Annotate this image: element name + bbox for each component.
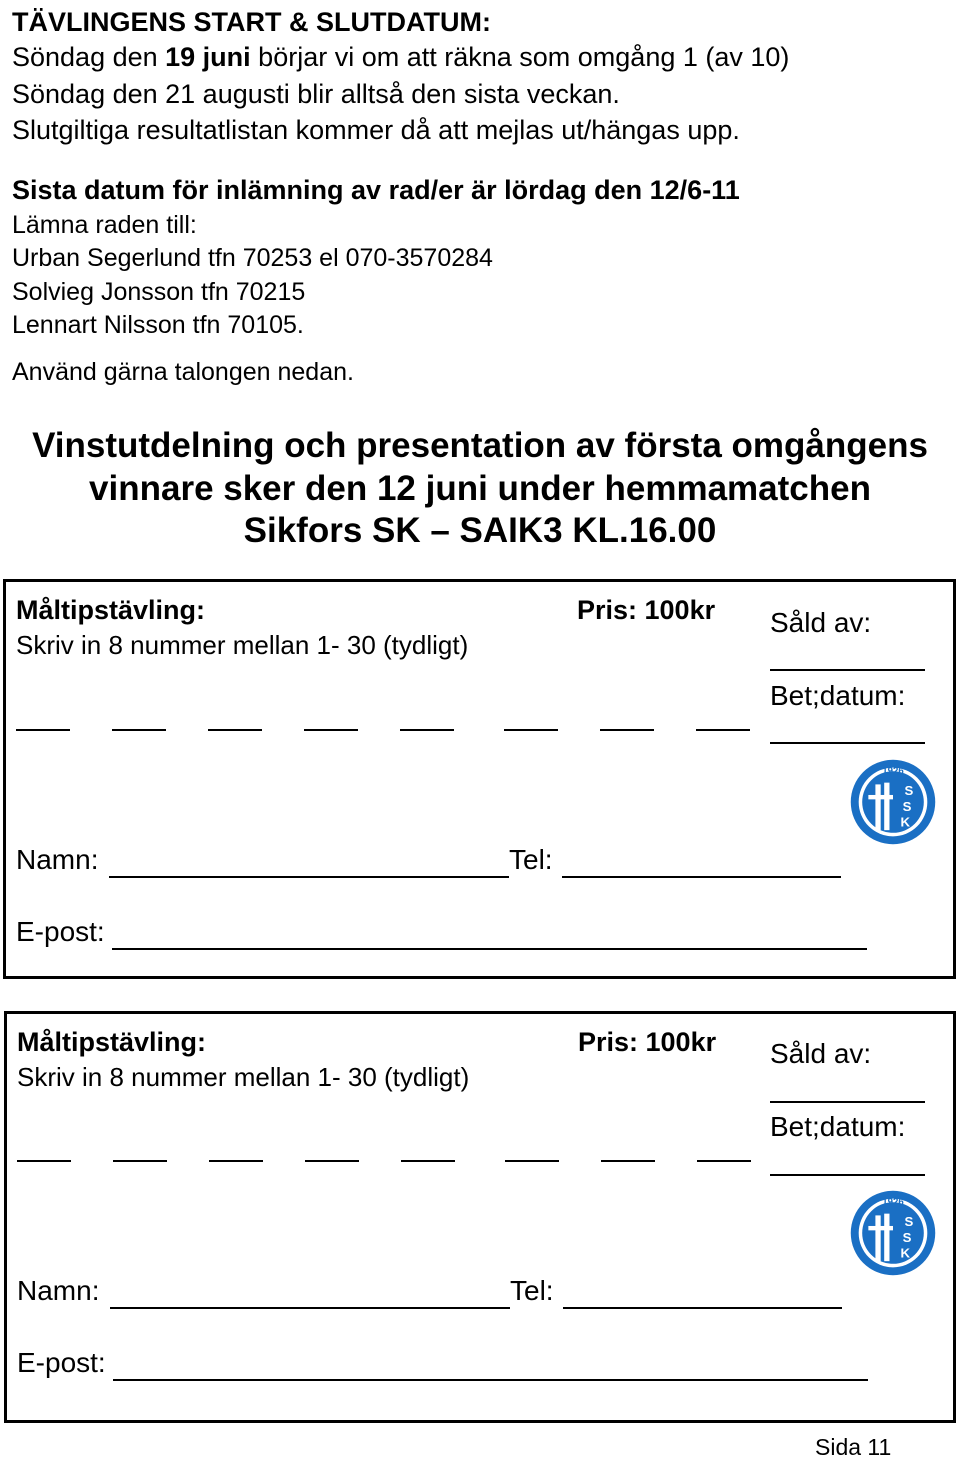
bet-date-field[interactable]	[770, 1174, 925, 1176]
start-date-line	[12, 44, 789, 71]
submit-to-label: Lämna raden till:	[12, 211, 197, 239]
crest-letter: K	[900, 1245, 911, 1261]
end-date-line: Söndag den 21 augusti blir alltså den sista veckan.	[12, 79, 620, 109]
deadline-line: Sista datum för inlämning av rad/er är lördag den 12/6-11	[12, 175, 740, 205]
name-label: Namn:	[17, 1275, 100, 1306]
number-field[interactable]	[696, 729, 750, 731]
ticket-instruction: Skriv in 8 nummer mellan 1- 30 (tydligt)	[17, 1062, 470, 1092]
sold-by-field[interactable]	[770, 669, 925, 671]
number-field[interactable]	[112, 729, 166, 731]
crest-letter: S	[904, 782, 914, 798]
announcement-line-2: vinnare sker den 12 juni under hemmamatchen	[89, 469, 871, 508]
number-field[interactable]	[208, 729, 262, 731]
number-field[interactable]	[400, 729, 454, 731]
start-date-bold: 19 juni	[165, 42, 251, 72]
email-label: E-post:	[17, 1347, 106, 1378]
club-crest-icon	[849, 758, 937, 846]
ticket-price: Pris: 100kr	[577, 595, 716, 625]
crest-year: 1926	[882, 765, 904, 777]
number-field[interactable]	[401, 1160, 455, 1162]
number-field[interactable]	[209, 1160, 263, 1162]
number-field[interactable]	[16, 729, 70, 731]
crest-letter: S	[904, 1213, 914, 1229]
number-field[interactable]	[17, 1160, 71, 1162]
announcement-line-1: Vinstutdelning och presentation av första omgångens	[32, 426, 928, 465]
club-crest-icon	[849, 1189, 937, 1277]
contact-3: Lennart Nilsson tfn 70105.	[12, 311, 304, 339]
intro-heading: TÄVLINGENS START & SLUTDATUM:	[12, 7, 491, 37]
bet-date-field[interactable]	[770, 742, 925, 744]
name-label: Namn:	[16, 844, 99, 875]
ticket-title: Måltipstävling:	[16, 595, 206, 625]
tel-label: Tel:	[509, 844, 553, 875]
use-coupon-line: Använd gärna talongen nedan.	[12, 358, 354, 386]
crest-letter: K	[900, 814, 911, 830]
announcement-line-3: Sikfors SK – SAIK3 KL.16.00	[243, 511, 717, 550]
number-field[interactable]	[600, 729, 654, 731]
number-field[interactable]	[601, 1160, 655, 1162]
ticket-price: Pris: 100kr	[578, 1027, 717, 1057]
sold-by-label: Såld av:	[770, 607, 872, 638]
crest-year: 1926	[882, 1196, 904, 1208]
ticket-title: Måltipstävling:	[17, 1027, 207, 1057]
email-label: E-post:	[16, 916, 105, 947]
number-field[interactable]	[697, 1160, 751, 1162]
results-line: Slutgiltiga resultatlistan kommer då att mejlas ut/hängas upp.	[12, 115, 740, 145]
contact-1: Urban Segerlund tfn 70253 el 070-3570284	[12, 244, 493, 272]
email-field[interactable]	[112, 948, 867, 950]
number-field[interactable]	[113, 1160, 167, 1162]
bet-date-label: Bet;datum:	[770, 680, 906, 711]
number-field[interactable]	[305, 1160, 359, 1162]
contact-2: Solvieg Jonsson tfn 70215	[12, 278, 306, 306]
start-date-prefix: Söndag den	[12, 42, 166, 72]
name-field[interactable]	[109, 876, 509, 878]
sold-by-label: Såld av:	[770, 1038, 872, 1069]
tel-field[interactable]	[562, 876, 841, 878]
email-field[interactable]	[113, 1379, 868, 1381]
tel-label: Tel:	[510, 1275, 554, 1306]
number-field[interactable]	[304, 729, 358, 731]
sold-by-field[interactable]	[770, 1101, 925, 1103]
ticket-coupon	[3, 579, 956, 979]
number-field[interactable]	[505, 1160, 559, 1162]
tel-field[interactable]	[563, 1307, 842, 1309]
bet-date-label: Bet;datum:	[770, 1111, 906, 1142]
name-field[interactable]	[110, 1307, 510, 1309]
start-date-suffix: börjar vi om att räkna som omgång 1 (av 10)	[250, 42, 790, 72]
ticket-coupon	[4, 1011, 956, 1423]
crest-letter: S	[902, 798, 912, 814]
crest-letter: S	[902, 1229, 912, 1245]
page-number: Sida 11	[815, 1434, 892, 1458]
ticket-instruction: Skriv in 8 nummer mellan 1- 30 (tydligt)	[16, 630, 469, 660]
number-field[interactable]	[504, 729, 558, 731]
